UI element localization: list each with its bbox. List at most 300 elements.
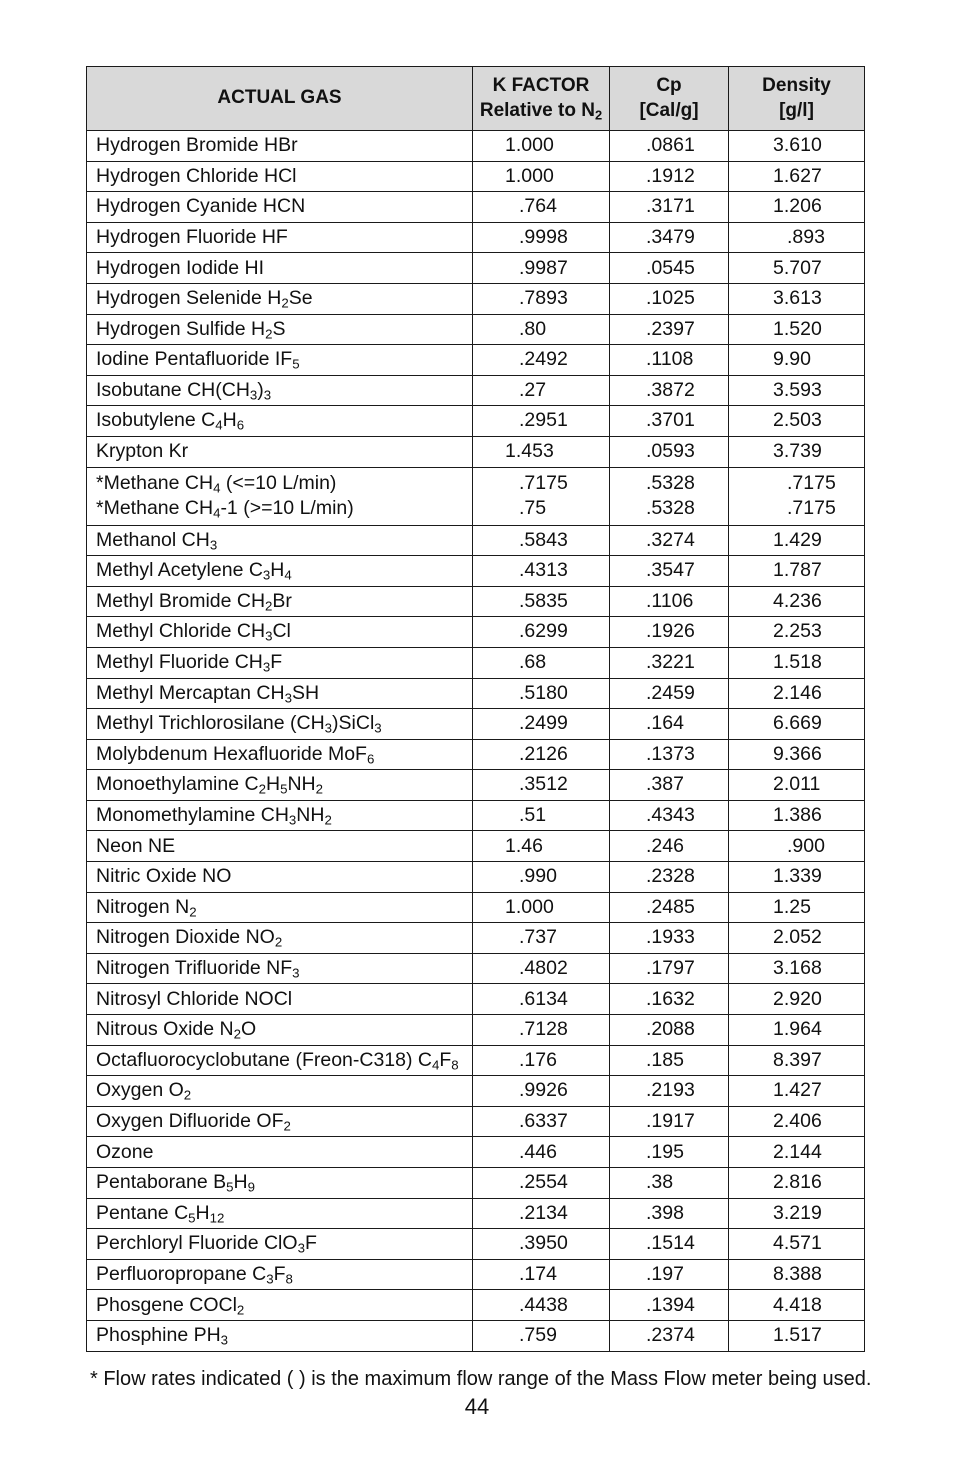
density-value: 2.052 bbox=[773, 926, 822, 949]
cp-value: .1106 bbox=[646, 589, 694, 612]
density-value: 1.429 bbox=[773, 528, 822, 551]
cp-cell bbox=[610, 1045, 729, 1076]
cp-cell bbox=[610, 1198, 729, 1229]
gas-formula-subscript: 2 bbox=[258, 782, 266, 798]
density-cell bbox=[729, 406, 865, 437]
gas-name-text: Nitrosyl Chloride NOCl bbox=[96, 987, 293, 1010]
k-factor-value: .9998 bbox=[519, 225, 568, 248]
gas-formula-subscript: 2 bbox=[265, 598, 273, 614]
gas-name-text: H bbox=[265, 773, 281, 796]
gas-name-text: F bbox=[273, 1262, 286, 1285]
cp-cell bbox=[610, 953, 729, 984]
cp-value: .38 bbox=[646, 1171, 674, 1194]
k-factor-value: .2126 bbox=[519, 742, 568, 765]
gas-formula-subscript: 2 bbox=[183, 1088, 192, 1104]
gas-name-cell bbox=[87, 984, 473, 1015]
k-factor-value: .6134 bbox=[519, 987, 568, 1010]
k-factor-cell bbox=[473, 1320, 610, 1351]
k-factor-cell bbox=[473, 436, 610, 467]
k-factor-value: .4438 bbox=[519, 1293, 568, 1316]
density-cell bbox=[729, 345, 865, 376]
k-factor-cell bbox=[473, 1076, 610, 1107]
gas-name-text: Nitrous Oxide N bbox=[96, 1018, 234, 1041]
gas-name-text: -1 (>=10 L/min) bbox=[220, 497, 354, 520]
gas-name-text: Isobutylene C bbox=[96, 409, 216, 432]
density-value: 4.236 bbox=[773, 589, 822, 612]
gas-name-text: Methyl Bromide CH bbox=[96, 589, 266, 612]
gas-formula-subscript: 5 bbox=[292, 356, 300, 372]
gas-name-text: Oxygen Difluoride OF bbox=[96, 1109, 284, 1132]
density-value: .900 bbox=[787, 834, 825, 857]
cp-cell bbox=[610, 1290, 729, 1321]
gas-name-text: F bbox=[439, 1048, 452, 1071]
cp-value: .0593 bbox=[646, 440, 695, 463]
k-factor-value: 1.000 bbox=[505, 895, 554, 918]
table-row bbox=[87, 709, 865, 740]
density-value: 2.503 bbox=[773, 409, 822, 432]
density-value: 1.517 bbox=[773, 1324, 822, 1347]
cp-value: .5328 bbox=[646, 471, 695, 494]
table-row bbox=[87, 222, 865, 253]
gas-name-text: Methyl Mercaptan CH bbox=[96, 681, 285, 704]
density-value: 2.920 bbox=[773, 987, 822, 1010]
cp-cell bbox=[610, 831, 729, 862]
density-value: 6.669 bbox=[773, 712, 822, 735]
density-cell bbox=[729, 1137, 865, 1168]
gas-formula-subscript: 3 bbox=[220, 1332, 229, 1348]
gas-name-cell bbox=[87, 1259, 473, 1290]
k-factor-cell bbox=[473, 161, 610, 192]
table-row bbox=[87, 1259, 865, 1290]
gas-name-text: Br bbox=[272, 589, 292, 612]
cp-cell bbox=[610, 800, 729, 831]
table-row bbox=[87, 678, 865, 709]
cp-cell bbox=[610, 647, 729, 678]
cp-cell bbox=[610, 131, 729, 162]
gas-formula-subscript: 3 bbox=[265, 629, 273, 645]
k-factor-value: .5835 bbox=[519, 589, 568, 612]
gas-formula-subscript: 2 bbox=[189, 904, 197, 920]
k-factor-value: .2951 bbox=[519, 409, 568, 432]
density-cell bbox=[729, 1320, 865, 1351]
k-factor-cell bbox=[473, 1290, 610, 1321]
gas-name-text: Methyl Fluoride CH bbox=[96, 651, 263, 674]
k-factor-cell bbox=[473, 1045, 610, 1076]
density-cell bbox=[729, 586, 865, 617]
k-factor-cell bbox=[473, 192, 610, 223]
k-factor-cell bbox=[473, 770, 610, 801]
gas-name-text: F bbox=[270, 651, 283, 674]
cp-cell bbox=[610, 1076, 729, 1107]
density-value: 1.25 bbox=[773, 895, 811, 918]
gas-name-text: Oxygen O bbox=[96, 1079, 184, 1102]
gas-name-text: Nitrogen Dioxide NO bbox=[96, 926, 275, 949]
table-body bbox=[87, 131, 865, 1352]
k-factor-value: .7893 bbox=[519, 287, 568, 310]
gas-formula-subscript: 3 bbox=[249, 387, 258, 403]
gas-name-text: *Methane CH bbox=[96, 471, 214, 494]
gas-name-text: Molybdenum Hexafluoride MoF bbox=[96, 742, 367, 765]
density-cell bbox=[729, 862, 865, 893]
gas-name-text: Methyl Trichlorosilane (CH bbox=[96, 712, 325, 735]
cp-cell bbox=[610, 1168, 729, 1199]
cp-value: .195 bbox=[646, 1140, 684, 1163]
gas-name-text: Methanol CH bbox=[96, 528, 210, 551]
gas-name-cell bbox=[87, 375, 473, 406]
cp-value: .1912 bbox=[646, 164, 695, 187]
table-row bbox=[87, 131, 865, 162]
density-value: .893 bbox=[787, 225, 825, 248]
gas-name-cell bbox=[87, 131, 473, 162]
table-row bbox=[87, 892, 865, 923]
density-value: 4.571 bbox=[773, 1232, 822, 1255]
table-row bbox=[87, 984, 865, 1015]
gas-name-cell bbox=[87, 647, 473, 678]
density-cell bbox=[729, 984, 865, 1015]
k-factor-cell bbox=[473, 314, 610, 345]
density-value: 1.787 bbox=[773, 559, 822, 582]
density-cell bbox=[729, 1015, 865, 1046]
k-factor-cell bbox=[473, 525, 610, 556]
header-cp-line1: Cp bbox=[656, 74, 682, 96]
cp-value: .2459 bbox=[646, 681, 695, 704]
gas-name-text: H bbox=[195, 1201, 210, 1224]
gas-name-cell bbox=[87, 1320, 473, 1351]
cp-value: .4343 bbox=[646, 804, 695, 826]
density-cell bbox=[729, 556, 865, 587]
gas-formula-subscript: 2 bbox=[281, 295, 289, 311]
k-factor-value: 1.000 bbox=[505, 164, 554, 187]
cp-cell bbox=[610, 406, 729, 437]
density-value: 8.397 bbox=[773, 1048, 822, 1071]
gas-name-cell bbox=[87, 467, 473, 525]
density-cell bbox=[729, 1106, 865, 1137]
gas-name-text: F bbox=[304, 1232, 317, 1255]
density-cell bbox=[729, 1168, 865, 1199]
gas-formula-subscript: 8 bbox=[285, 1271, 293, 1287]
k-factor-value: .27 bbox=[519, 378, 547, 401]
k-factor-value: .737 bbox=[519, 926, 557, 949]
gas-formula-subscript: 6 bbox=[236, 418, 245, 434]
k-factor-cell bbox=[473, 283, 610, 314]
k-factor-value: .7128 bbox=[519, 1018, 568, 1041]
cp-cell bbox=[610, 1229, 729, 1260]
table-row bbox=[87, 953, 865, 984]
cp-value: .1514 bbox=[646, 1232, 695, 1255]
cp-cell bbox=[610, 678, 729, 709]
k-factor-cell bbox=[473, 739, 610, 770]
density-value: 1.386 bbox=[773, 804, 822, 826]
k-factor-cell bbox=[473, 709, 610, 740]
gas-name-text: Hydrogen Selenide H bbox=[96, 287, 282, 310]
gas-name-cell bbox=[87, 192, 473, 223]
gas-formula-subscript: 2 bbox=[315, 782, 323, 798]
density-value: 1.339 bbox=[773, 865, 822, 888]
header-density-line1: Density bbox=[762, 74, 831, 96]
cp-value: .1025 bbox=[646, 287, 695, 310]
k-factor-value: .446 bbox=[519, 1140, 557, 1163]
density-cell bbox=[729, 131, 865, 162]
density-cell bbox=[729, 770, 865, 801]
table-row bbox=[87, 1045, 865, 1076]
k-factor-cell bbox=[473, 131, 610, 162]
gas-name-text: Hydrogen Fluoride HF bbox=[96, 225, 288, 248]
k-factor-value: 1.46 bbox=[505, 834, 543, 857]
gas-name-text: Perchloryl Fluoride ClO bbox=[96, 1232, 298, 1255]
density-value: 4.418 bbox=[773, 1293, 822, 1316]
table-row bbox=[87, 345, 865, 376]
cp-cell bbox=[610, 314, 729, 345]
cp-cell bbox=[610, 739, 729, 770]
gas-formula-subscript: 2 bbox=[233, 1026, 241, 1042]
cp-value: .3171 bbox=[646, 195, 695, 218]
header-density-line2: [g/l] bbox=[779, 99, 814, 121]
k-factor-cell bbox=[473, 647, 610, 678]
k-factor-value: .990 bbox=[519, 865, 557, 888]
gas-name-cell bbox=[87, 953, 473, 984]
table-row bbox=[87, 770, 865, 801]
density-cell bbox=[729, 892, 865, 923]
k-factor-cell bbox=[473, 222, 610, 253]
gas-name-text: Neon NE bbox=[96, 834, 176, 857]
cp-cell bbox=[610, 862, 729, 893]
cp-cell bbox=[610, 345, 729, 376]
density-cell bbox=[729, 1290, 865, 1321]
k-factor-cell bbox=[473, 375, 610, 406]
k-factor-value: 1.000 bbox=[505, 134, 554, 157]
k-factor-cell bbox=[473, 831, 610, 862]
table-row bbox=[87, 1137, 865, 1168]
k-factor-cell bbox=[473, 1015, 610, 1046]
cp-cell bbox=[610, 1259, 729, 1290]
density-cell bbox=[729, 709, 865, 740]
table-row bbox=[87, 1076, 865, 1107]
header-k-factor bbox=[473, 67, 610, 131]
gas-name-cell bbox=[87, 314, 473, 345]
gas-name-cell bbox=[87, 831, 473, 862]
gas-formula-subscript: 3 bbox=[284, 690, 292, 706]
gas-name-text: Hydrogen Iodide HI bbox=[96, 256, 265, 279]
k-factor-value: .2554 bbox=[519, 1171, 568, 1194]
header-actual-gas: ACTUAL GAS bbox=[87, 67, 473, 131]
header-density bbox=[729, 67, 865, 131]
footnote: * Flow rates indicated ( ) is the maximum flow range of the Mass Flow meter being used. bbox=[90, 1368, 872, 1390]
cp-value: .2088 bbox=[646, 1018, 695, 1041]
gas-name-cell bbox=[87, 923, 473, 954]
table-row bbox=[87, 556, 865, 587]
k-factor-value: 1.453 bbox=[505, 440, 554, 463]
cp-cell bbox=[610, 467, 729, 525]
density-value: 2.146 bbox=[773, 681, 822, 704]
gas-name-text: Perfluoropropane C bbox=[96, 1262, 267, 1285]
density-cell bbox=[729, 222, 865, 253]
k-factor-cell bbox=[473, 953, 610, 984]
table-row bbox=[87, 647, 865, 678]
density-value: 9.366 bbox=[773, 742, 822, 765]
table-row bbox=[87, 253, 865, 284]
cp-value: .185 bbox=[646, 1048, 684, 1071]
cp-cell bbox=[610, 525, 729, 556]
cp-value: .164 bbox=[646, 712, 684, 735]
k-factor-value: .3512 bbox=[519, 773, 568, 796]
density-value: .7175 bbox=[787, 497, 836, 520]
k-factor-value: .80 bbox=[519, 317, 547, 340]
density-cell bbox=[729, 1045, 865, 1076]
k-factor-cell bbox=[473, 862, 610, 893]
table-row bbox=[87, 862, 865, 893]
gas-name-cell bbox=[87, 345, 473, 376]
gas-name-cell bbox=[87, 253, 473, 284]
gas-name-cell bbox=[87, 556, 473, 587]
density-value: 2.406 bbox=[773, 1109, 822, 1132]
gas-name-text: H bbox=[233, 1171, 248, 1194]
k-factor-value: .9987 bbox=[519, 256, 568, 279]
gas-formula-subscript: 4 bbox=[213, 480, 221, 496]
table-row bbox=[87, 1015, 865, 1046]
k-factor-cell bbox=[473, 1137, 610, 1168]
density-cell bbox=[729, 161, 865, 192]
gas-formula-subscript: 3 bbox=[209, 537, 218, 553]
k-factor-value: .51 bbox=[519, 804, 547, 826]
gas-formula-subscript: 3 bbox=[324, 720, 333, 736]
table-row bbox=[87, 314, 865, 345]
density-cell bbox=[729, 1229, 865, 1260]
k-factor-cell bbox=[473, 406, 610, 437]
density-value: .7175 bbox=[787, 471, 836, 494]
cp-value: .1933 bbox=[646, 926, 695, 949]
k-factor-cell bbox=[473, 800, 610, 831]
cp-cell bbox=[610, 1106, 729, 1137]
density-value: 2.144 bbox=[773, 1140, 822, 1163]
density-cell bbox=[729, 283, 865, 314]
table-row bbox=[87, 739, 865, 770]
header-cp bbox=[610, 67, 729, 131]
gas-name-text: Pentaborane B bbox=[96, 1171, 227, 1194]
gas-name-cell bbox=[87, 739, 473, 770]
cp-value: .1917 bbox=[646, 1109, 695, 1132]
gas-formula-subscript: 2 bbox=[236, 1302, 245, 1318]
gas-name-text: Nitrogen Trifluoride NF bbox=[96, 956, 293, 979]
cp-cell bbox=[610, 556, 729, 587]
density-value: 3.168 bbox=[773, 956, 822, 979]
k-factor-cell bbox=[473, 345, 610, 376]
gas-name-text: Nitrogen N bbox=[96, 895, 190, 918]
density-value: 2.253 bbox=[773, 620, 822, 643]
gas-name-text: Krypton Kr bbox=[96, 440, 189, 463]
density-cell bbox=[729, 831, 865, 862]
gas-name-cell bbox=[87, 617, 473, 648]
gas-name-text: *Methane CH bbox=[96, 497, 214, 520]
gas-name-text: Hydrogen Chloride HCl bbox=[96, 164, 297, 187]
cp-value: .2328 bbox=[646, 865, 695, 888]
cp-value: .2374 bbox=[646, 1324, 695, 1347]
cp-value: .3479 bbox=[646, 225, 695, 248]
cp-value: .0545 bbox=[646, 256, 695, 279]
cp-value: .2397 bbox=[646, 317, 695, 340]
k-factor-cell bbox=[473, 892, 610, 923]
gas-formula-subscript: 12 bbox=[209, 1210, 225, 1226]
gas-name-text: Hydrogen Sulfide H bbox=[96, 317, 266, 340]
gas-formula-subscript: 3 bbox=[266, 1271, 274, 1287]
gas-name-cell bbox=[87, 862, 473, 893]
density-value: 1.518 bbox=[773, 651, 822, 674]
cp-cell bbox=[610, 222, 729, 253]
density-cell bbox=[729, 739, 865, 770]
gas-name-cell bbox=[87, 1045, 473, 1076]
density-cell bbox=[729, 800, 865, 831]
cp-value: .3221 bbox=[646, 651, 695, 674]
table-row bbox=[87, 525, 865, 556]
gas-formula-subscript: 3 bbox=[263, 387, 272, 403]
density-cell bbox=[729, 678, 865, 709]
gas-formula-subscript: 3 bbox=[297, 1241, 305, 1257]
gas-formula-subscript: 3 bbox=[374, 720, 382, 736]
gas-name-cell bbox=[87, 770, 473, 801]
gas-name-cell bbox=[87, 1290, 473, 1321]
density-cell bbox=[729, 253, 865, 284]
gas-name-text: (<=10 L/min) bbox=[220, 471, 337, 494]
header-k-factor-subscript: 2 bbox=[594, 107, 603, 123]
density-cell bbox=[729, 525, 865, 556]
k-factor-cell bbox=[473, 617, 610, 648]
gas-name-cell bbox=[87, 283, 473, 314]
density-value: 1.520 bbox=[773, 317, 822, 340]
table-row bbox=[87, 1106, 865, 1137]
cp-value: .5328 bbox=[646, 497, 695, 520]
density-value: 2.011 bbox=[773, 773, 821, 796]
gas-name-cell bbox=[87, 1137, 473, 1168]
cp-cell bbox=[610, 586, 729, 617]
k-factor-cell bbox=[473, 1259, 610, 1290]
gas-formula-subscript: 3 bbox=[292, 965, 300, 981]
density-cell bbox=[729, 375, 865, 406]
header-k-factor-line1: K FACTOR bbox=[492, 74, 590, 96]
table-row bbox=[87, 283, 865, 314]
cp-cell bbox=[610, 1137, 729, 1168]
k-factor-cell bbox=[473, 586, 610, 617]
density-value: 1.206 bbox=[773, 195, 822, 218]
gas-name-text: Phosgene COCl bbox=[96, 1293, 237, 1316]
gas-name-text: Pentane C bbox=[96, 1201, 189, 1224]
table-row bbox=[87, 406, 865, 437]
gas-name-cell bbox=[87, 436, 473, 467]
table-row bbox=[87, 1168, 865, 1199]
gas-formula-subscript: 4 bbox=[213, 505, 221, 521]
table-row bbox=[87, 1198, 865, 1229]
density-cell bbox=[729, 192, 865, 223]
gas-name-text: Cl bbox=[272, 620, 291, 643]
k-factor-value: .759 bbox=[519, 1324, 557, 1347]
gas-name-cell bbox=[87, 1015, 473, 1046]
gas-name-text: Ozone bbox=[96, 1140, 154, 1163]
density-cell bbox=[729, 647, 865, 678]
cp-cell bbox=[610, 192, 729, 223]
table-row bbox=[87, 467, 865, 525]
gas-name-text: Hydrogen Bromide HBr bbox=[96, 134, 298, 157]
gas-name-cell bbox=[87, 1198, 473, 1229]
gas-name-cell bbox=[87, 1076, 473, 1107]
gas-name-cell bbox=[87, 800, 473, 831]
k-factor-value: .9926 bbox=[519, 1079, 568, 1102]
table-row bbox=[87, 1229, 865, 1260]
cp-value: .1632 bbox=[646, 987, 695, 1010]
gas-formula-subscript: 5 bbox=[188, 1210, 196, 1226]
density-cell bbox=[729, 1259, 865, 1290]
gas-name-cell bbox=[87, 1229, 473, 1260]
gas-name-cell bbox=[87, 406, 473, 437]
gas-formula-subscript: 9 bbox=[247, 1179, 255, 1195]
gas-name-text: NH bbox=[287, 773, 316, 796]
